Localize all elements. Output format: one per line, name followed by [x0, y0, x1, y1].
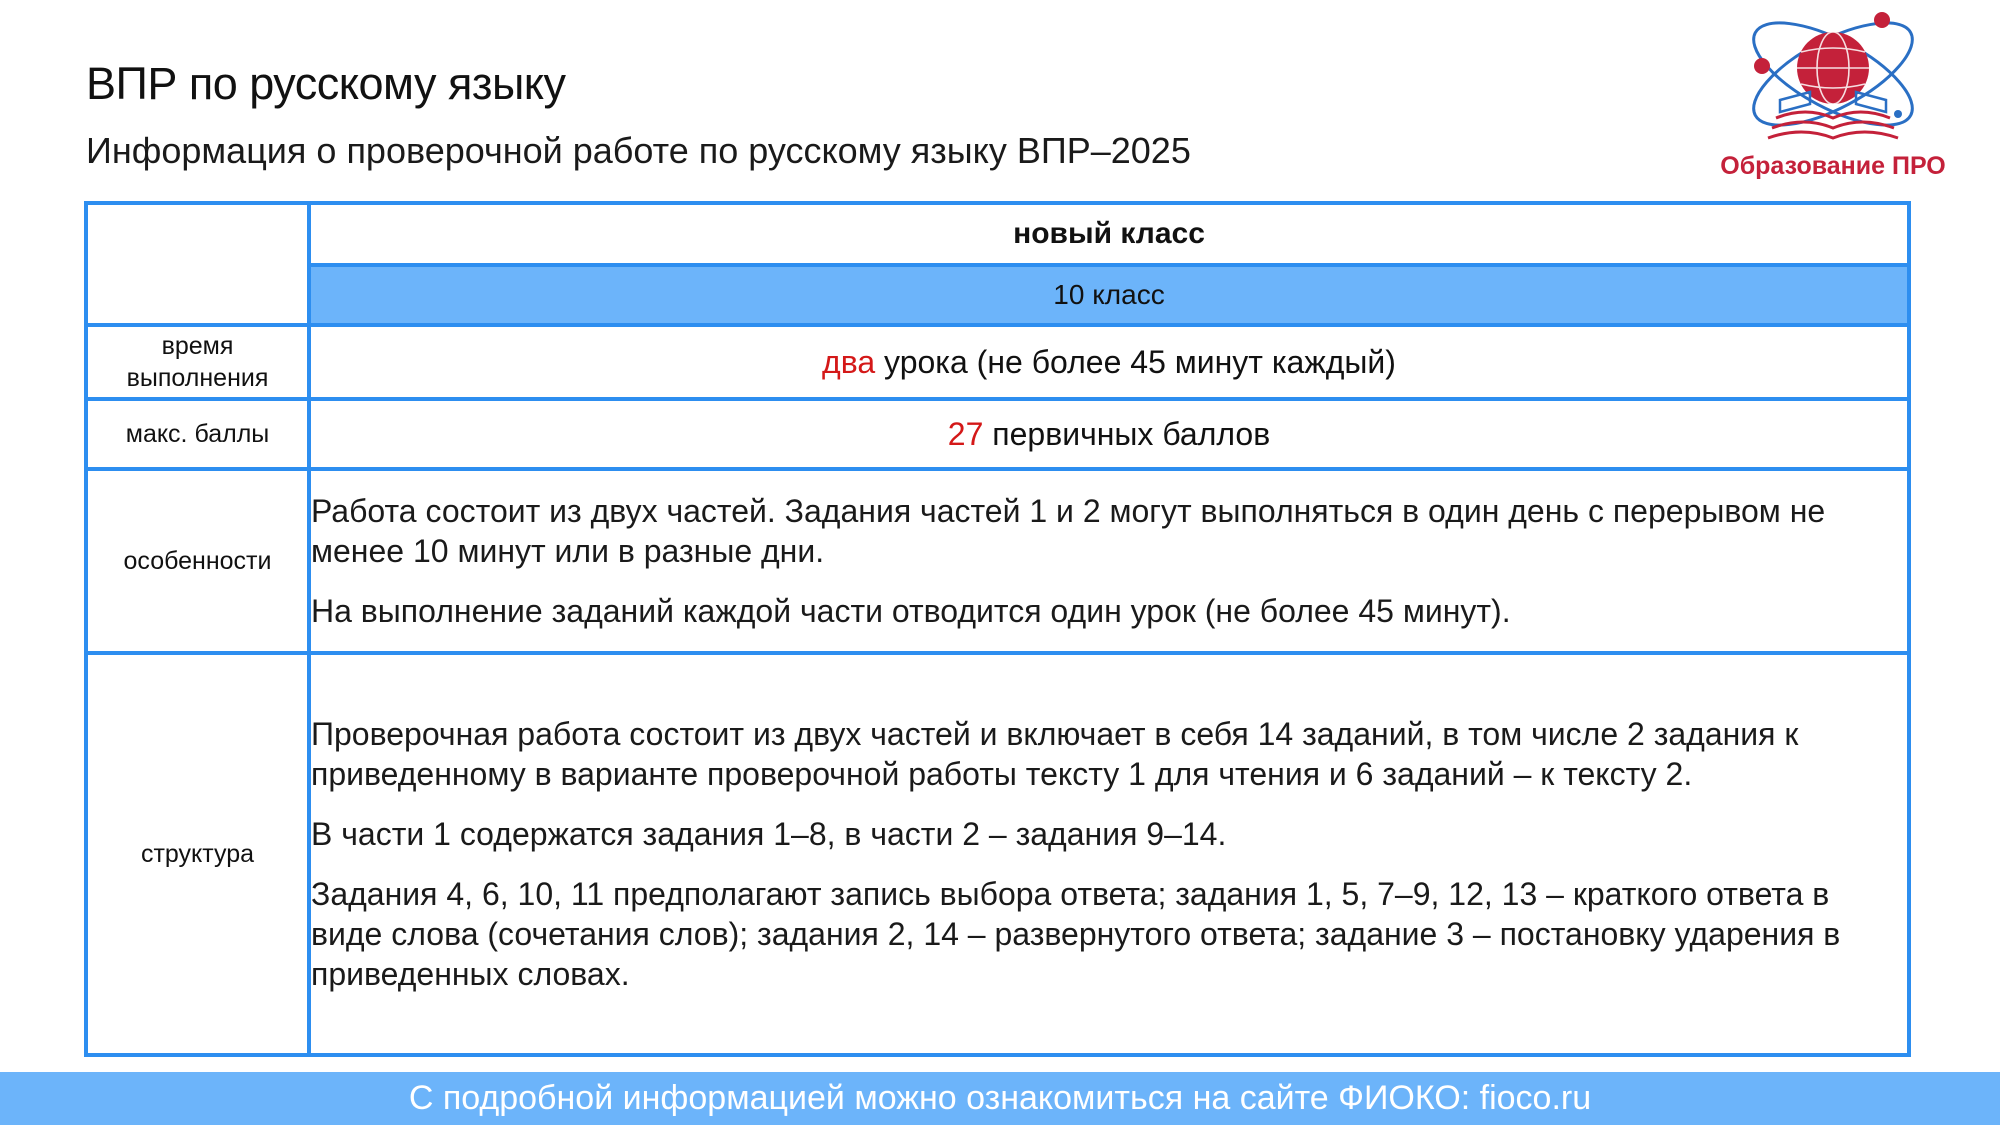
structure-paragraph: В части 1 содержатся задания 1–8, в части 2 – задания 9–14.: [311, 816, 1227, 852]
label-structure: структура: [86, 653, 309, 1055]
header-new-class: новый класс: [309, 203, 1909, 265]
footer-banner: С подробной информацией можно ознакомиться на сайте ФИОКО: fioco.ru: [0, 1072, 2000, 1125]
table-header-row-class: [86, 265, 1909, 325]
page-subtitle: Информация о проверочной работе по русскому языку ВПР–2025: [86, 130, 1191, 171]
value-score-highlight: 27: [947, 415, 984, 452]
table-header-row-top: [86, 203, 1909, 265]
value-score-rest: первичных баллов: [983, 415, 1271, 452]
structure-paragraph: Проверочная работа состоит из двух частей и включает в себя 14 заданий, в том числе 2 задания к приведенному в варианте проверочной работы тексту 1 для чтения и 6 заданий – к тексту 2.: [311, 716, 1799, 792]
table-row-time: [86, 325, 1909, 399]
table-row-structure: [86, 653, 1909, 1055]
header-class-10: 10 класс: [309, 265, 1909, 325]
structure-paragraph: Задания 4, 6, 10, 11 предполагают запись выбора ответа; задания 1, 5, 7–9, 12, 13 – краткого ответа в виде слова (сочетания слов); задания 2, 14 – развернутого ответа; задание 3 – постановку ударения в приведенных словах.: [311, 876, 1841, 992]
value-score: [309, 399, 1909, 469]
label-score: макс. баллы: [86, 399, 309, 469]
value-time: [309, 325, 1909, 399]
page-title: ВПР по русскому языку: [86, 58, 566, 109]
atom-globe-book-icon: [1718, 6, 1948, 156]
info-table: [84, 201, 1911, 1057]
features-paragraph: Работа состоит из двух частей. Задания частей 1 и 2 могут выполняться в один день с перерывом не менее 10 минут или в разные дни.: [311, 493, 1826, 569]
logo: [1718, 6, 1948, 184]
label-time: время выполнения: [86, 325, 309, 399]
features-paragraph: На выполнение заданий каждой части отводится один урок (не более 45 минут).: [311, 593, 1511, 629]
value-time-rest: урока (не более 45 минут каждый): [875, 343, 1396, 380]
logo-text: Образование ПРО: [1720, 152, 1946, 180]
header-empty-cell: [86, 203, 309, 325]
table-row-score: [86, 399, 1909, 469]
label-features: особенности: [86, 469, 309, 653]
table-row-features: [86, 469, 1909, 653]
value-time-highlight: два: [822, 343, 876, 380]
value-structure: [309, 653, 1909, 1055]
value-features: [309, 469, 1909, 653]
